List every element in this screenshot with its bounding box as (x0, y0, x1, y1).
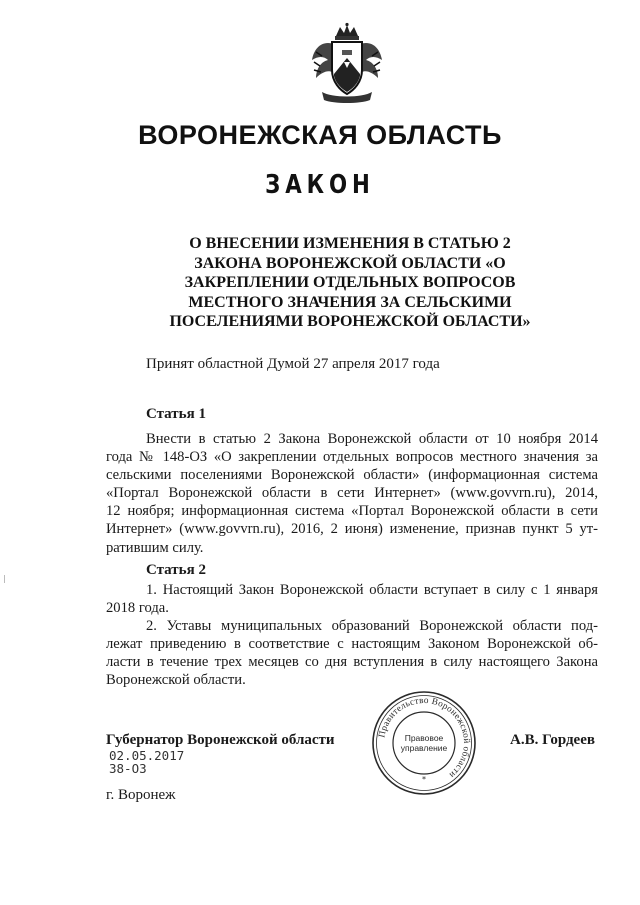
region-heading: ВОРОНЕЖСКАЯ ОБЛАСТЬ (138, 120, 502, 150)
adoption-note: Принят областной Думой 27 апреля 2017 года (146, 356, 440, 372)
text-line: «Портал Воронежской области в сети Интернет» (www.govvrn.ru), 2014, (106, 485, 598, 502)
governor-title: Губернатор Воронежской области (106, 732, 335, 748)
law-title-line: ПОСЕЛЕНИЯМИ ВОРОНЕЖСКОЙ ОБЛАСТИ» (169, 313, 531, 330)
voronezh-coat-of-arms-icon (308, 22, 386, 104)
law-title-line: ЗАКОНА ВОРОНЕЖСКОЙ ОБЛАСТИ «О (194, 254, 506, 272)
article-1-text (106, 430, 598, 557)
city-line: г. Воронеж (106, 787, 176, 803)
text-line: лежат приведению в соответствие с настоящим Законом Воронежской об- (106, 636, 598, 653)
article-2-paragraph-2 (106, 617, 598, 689)
stamp-star: * (422, 775, 426, 784)
registration-date: 02.05.2017 (109, 748, 185, 763)
text-line: ратившим силу. (106, 539, 204, 556)
text-line: 2018 года. (106, 600, 169, 617)
text-line: 1. Настоящий Закон Воронежской области вступает в силу с 1 января (146, 582, 598, 598)
text-line: Интернет» (www.govvrn.ru), 2016, 2 июня) изменение, признав пункт 5 ут- (106, 521, 598, 538)
document-type-heading: ЗАКОН (265, 170, 375, 200)
article-1-heading: Статья 1 (146, 406, 206, 422)
text-line: Воронежской области. (106, 672, 246, 689)
stamp-ring-text: Правительство Воронежской области (376, 694, 473, 781)
law-title-line: ЗАКРЕПЛЕНИИ ОТДЕЛЬНЫХ ВОПРОСОВ (184, 274, 516, 291)
registration-block (109, 749, 184, 775)
text-line: 2. Уставы муниципальных образований Воронежской области под- (146, 618, 598, 634)
law-title (150, 234, 550, 332)
law-title-line: О ВНЕСЕНИИ ИЗМЕНЕНИЯ В СТАТЬЮ 2 (189, 235, 511, 252)
text-line: сельскими поселениями Воронежской области» (информационная система (106, 467, 598, 484)
text-line: Внести в статью 2 Закона Воронежской области от 10 ноября 2014 (146, 431, 598, 447)
article-2-heading: Статья 2 (146, 562, 206, 578)
registration-number: 38-ОЗ (109, 761, 147, 776)
article-2-paragraph-1 (106, 581, 598, 617)
official-round-stamp-icon (370, 689, 478, 797)
governor-name: А.В. Гордеев (510, 732, 595, 748)
text-line: года № 148-ОЗ «О закреплении отдельных вопросов местного значения за (106, 449, 598, 466)
text-line: 12 ноября; информационная система «Портал Воронежской области в сети (106, 503, 598, 520)
scan-edge-mark (4, 575, 5, 583)
law-title-line: МЕСТНОГО ЗНАЧЕНИЯ ЗА СЕЛЬСКИМИ (188, 293, 512, 311)
stamp-center-line: Правовое (404, 733, 444, 743)
stamp-center-line: управление (400, 743, 448, 753)
text-line: ласти в течение трех месяцев со дня вступления в силу настоящего Закона (106, 654, 598, 671)
